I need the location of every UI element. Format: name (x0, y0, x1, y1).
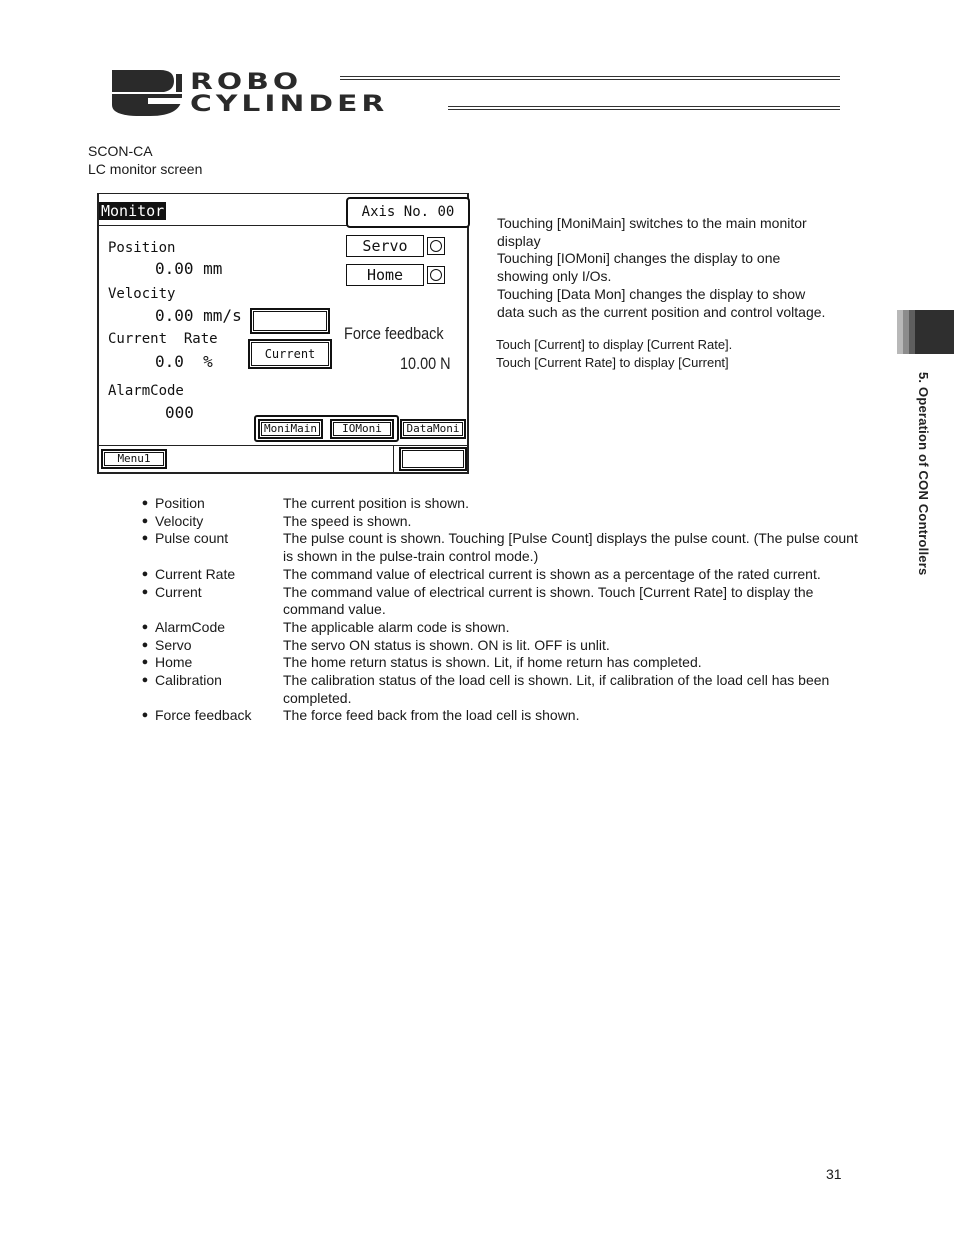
header-rule-bottom (448, 106, 840, 110)
datamoni-button[interactable]: DataMoni (400, 419, 466, 439)
touch-note-2: Touch [Current Rate] to display [Current] (496, 355, 729, 370)
footer-separator (393, 445, 394, 473)
velocity-label: Velocity (108, 286, 176, 302)
header-rule-top (340, 76, 840, 80)
monitor-title: Monitor (101, 202, 165, 220)
chapter-tab (897, 310, 954, 354)
list-item: ● Current The command value of electrical current is shown. Touch [Current Rate] to display the command value. (141, 583, 814, 618)
note-line-6: data such as the current position and control voltage. (497, 304, 826, 320)
note-line-5: Touching [Data Mon] changes the display to show (497, 286, 806, 302)
list-item: ● Calibration The calibration status of the load cell is shown. Lit, if calibration of the load cell has been completed. (141, 672, 830, 706)
alarm-code-label: AlarmCode (108, 383, 184, 399)
monimain-button[interactable]: MoniMain (258, 419, 323, 439)
menu-button[interactable]: Menu1 (101, 449, 167, 469)
list-item: ● Home The home return status is shown. Lit, if home return has completed. (141, 654, 702, 671)
current-rate-label: Current Rate (108, 331, 218, 347)
force-feedback-label: Force feedback (344, 324, 444, 343)
iomoni-button[interactable]: IOMoni (330, 419, 394, 439)
caption-model: SCON-CA (88, 143, 153, 159)
servo-lamp (427, 237, 445, 255)
list-item: ● Pulse count The pulse count is shown. Touching [Pulse Count] displays the pulse count. (The pulse count is shown in the pulse-train control mode.) (141, 530, 858, 565)
list-item: ● Current Rate The command value of electrical current is shown as a percentage of the rated current. (141, 565, 821, 582)
position-value: 0.00 mm (155, 259, 223, 278)
footer-divider (99, 445, 467, 446)
servo-indicator: Servo (346, 235, 424, 257)
list-item: ● Velocity The speed is shown. (141, 512, 412, 529)
current-rate-value: 0.0 % (155, 352, 213, 371)
axis-number-button[interactable]: Axis No. 00 (346, 197, 470, 228)
touch-note-1: Touch [Current] to display [Current Rate]. (496, 337, 733, 352)
page-number: 31 (826, 1166, 842, 1182)
note-line-4: showing only I/Os. (497, 268, 612, 284)
home-lamp (427, 266, 445, 284)
velocity-value: 0.00 mm/s (155, 306, 242, 325)
logo-text-robo: ROBO (190, 70, 303, 95)
item-description-list (135, 495, 865, 725)
footer-right-button[interactable] (399, 447, 467, 471)
lc-monitor-screen (97, 193, 469, 474)
note-line-1: Touching [MoniMain] switches to the main monitor (497, 215, 807, 231)
logo-text-cylinder: CYLINDER (190, 92, 389, 117)
list-item: ● Position The current position is shown. (141, 495, 469, 511)
note-line-3: Touching [IOMoni] changes the display to one (497, 250, 781, 266)
pulse-count-button[interactable] (250, 308, 330, 334)
alarm-code-value: 000 (165, 403, 194, 422)
current-button[interactable]: Current (248, 339, 332, 369)
force-feedback-value: 10.00 N (400, 354, 451, 373)
note-line-2: display (497, 233, 541, 249)
list-item: ● AlarmCode The applicable alarm code is shown. (141, 618, 510, 635)
list-item: ● Servo The servo ON status is shown. ON is lit. OFF is unlit. (141, 636, 610, 653)
chapter-label: 5. Operation of CON Controllers (916, 372, 931, 576)
position-label: Position (108, 240, 176, 256)
home-indicator: Home (346, 264, 424, 286)
caption-screen: LC monitor screen (88, 161, 203, 177)
list-item: ● Force feedback The force feed back from the load cell is shown. (141, 707, 580, 724)
